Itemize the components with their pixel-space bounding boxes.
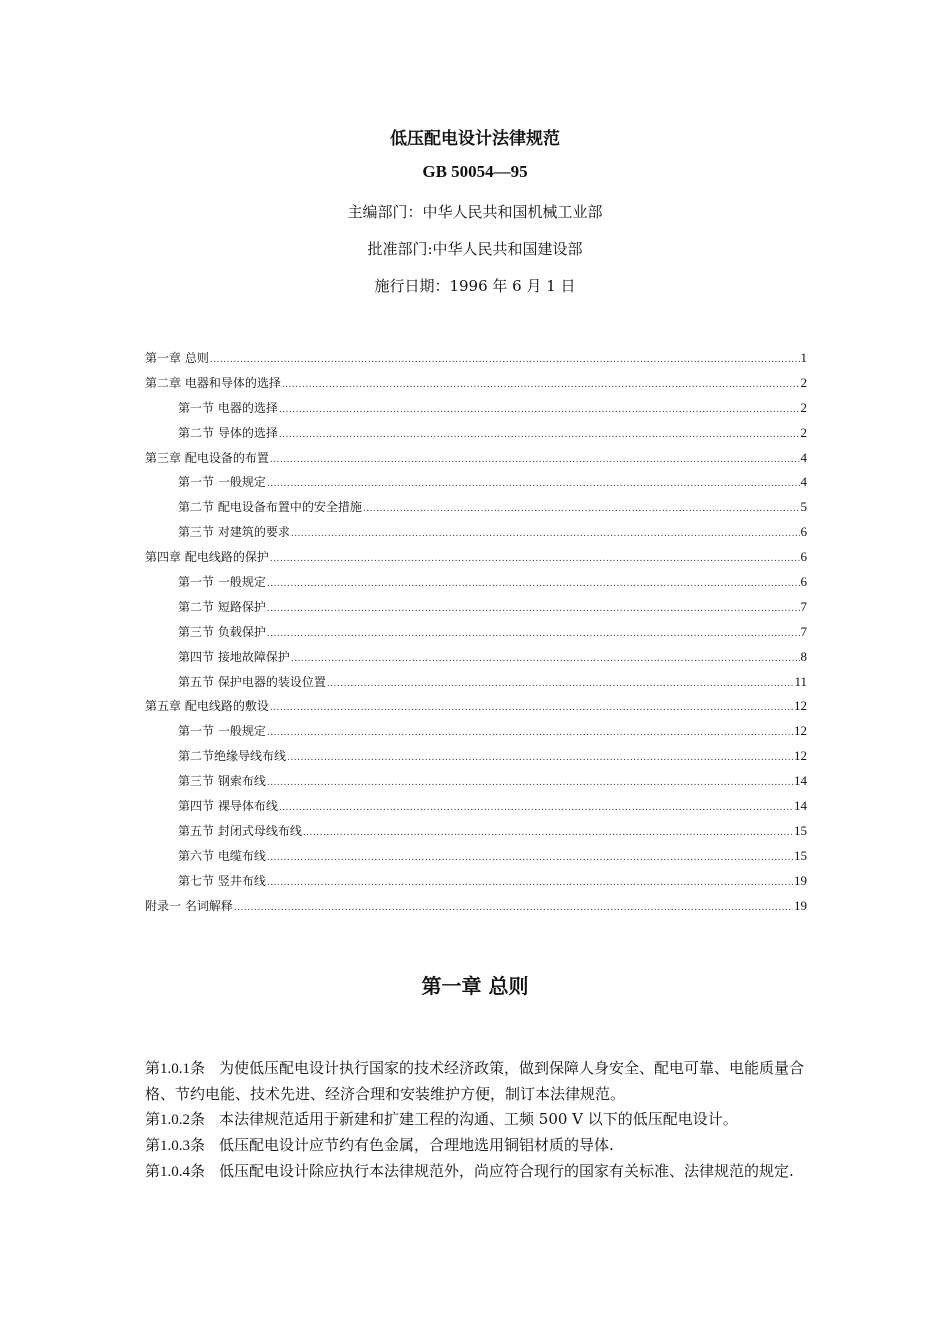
toc-entry[interactable] (145, 523, 807, 548)
toc-leader-dots (279, 405, 800, 415)
standard-code: GB 50054—95 (422, 162, 528, 181)
clause-number: 第1.0.4条 (145, 1164, 206, 1180)
document-title: 低压配电设计法律规范 (390, 129, 560, 149)
toc-entry-page: 6 (800, 574, 807, 590)
clause-text: 低压配电设计应节约有色金属，合理地选用铜铝材质的导体. (219, 1136, 614, 1154)
toc-leader-dots (279, 803, 793, 813)
clause-text: 本法律规范适用于新建和扩建工程的沟通、工频 500 V 以下的低压配电设计。 (219, 1110, 738, 1128)
toc-entry[interactable] (145, 598, 807, 623)
toc-leader-dots (282, 380, 800, 390)
chapter-body (145, 1056, 805, 1185)
toc-leader-dots (279, 430, 800, 440)
toc-leader-dots (234, 903, 793, 913)
toc-leader-dots (210, 355, 800, 365)
clause-text: 为使低压配电设计执行国家的技术经济政策，做到保障人身安全、配电可靠、电能质量合格、节约电能、技术先进、经济合理和安装维护方便，制订本法律规范。 (145, 1059, 805, 1103)
toc-entry-page: 19 (794, 897, 807, 913)
toc-entry-page: 8 (800, 648, 807, 664)
toc-entry-label: 第一节 一般规定 (178, 724, 266, 739)
toc-entry[interactable] (145, 722, 807, 747)
toc-entry-label: 第二节 配电设备布置中的安全措施 (178, 500, 362, 515)
clause-number: 第1.0.3条 (145, 1138, 206, 1154)
toc-leader-dots (270, 455, 800, 465)
toc-leader-dots (267, 778, 793, 788)
toc-entry-label: 第五节 保护电器的装设位置 (178, 674, 326, 689)
toc-leader-dots (327, 679, 794, 689)
toc-entry[interactable] (145, 548, 807, 573)
toc-leader-dots (267, 629, 800, 639)
toc-entry[interactable] (145, 349, 807, 374)
toc-entry-page: 5 (800, 499, 807, 515)
toc-leader-dots (303, 828, 793, 838)
toc-entry[interactable] (145, 822, 807, 847)
toc-entry-page: 6 (800, 524, 807, 540)
toc-entry-label: 第一章 总则 (145, 351, 209, 365)
toc-entry[interactable] (145, 399, 807, 424)
toc-entry-label: 第七节 竖井布线 (178, 873, 266, 888)
toc-leader-dots (267, 479, 800, 489)
toc-entry-label: 第二节绝缘导线布线 (178, 749, 287, 764)
toc-entry-page: 12 (794, 748, 807, 764)
toc-entry-label: 第一节 电器的选择 (178, 400, 278, 415)
toc-entry-label: 第六节 电缆布线 (178, 848, 266, 863)
toc-entry-page: 12 (794, 723, 807, 739)
toc-entry[interactable] (145, 573, 807, 598)
toc-entry-label: 附录一 名词解释 (145, 898, 233, 913)
toc-entry[interactable] (145, 473, 807, 498)
toc-leader-dots (270, 554, 800, 564)
toc-entry[interactable] (145, 498, 807, 523)
toc-entry[interactable] (145, 673, 807, 698)
toc-entry-label: 第三章 配电设备的布置 (145, 450, 269, 465)
clause (145, 1133, 805, 1159)
toc-entry-page: 4 (800, 449, 807, 465)
toc-entry-label: 第四节 裸导体布线 (178, 799, 278, 814)
toc-entry-label: 第二节 导体的选择 (178, 425, 278, 440)
toc-leader-dots (287, 753, 793, 763)
toc-entry[interactable] (145, 697, 807, 722)
toc-entry-label: 第五章 配电线路的敷设 (145, 699, 269, 714)
chapter-heading: 第一章 总则 (421, 974, 529, 998)
toc-entry-label: 第五节 封闭式母线布线 (178, 823, 302, 838)
toc-entry-label: 第一节 一般规定 (178, 475, 266, 490)
toc-entry-page: 14 (794, 798, 807, 814)
toc-entry-label: 第一节 一般规定 (178, 575, 266, 590)
table-of-contents (145, 349, 807, 921)
clause-number: 第1.0.1条 (145, 1061, 206, 1077)
clause (145, 1056, 805, 1107)
toc-entry-page: 2 (800, 399, 807, 415)
toc-entry-label: 第四章 配电线路的保护 (145, 550, 269, 565)
toc-entry[interactable] (145, 648, 807, 673)
toc-entry-label: 第三节 钢索布线 (178, 774, 266, 789)
approver-dept: 批准部门:中华人民共和国建设部 (367, 240, 583, 258)
toc-entry[interactable] (145, 374, 807, 399)
clause (145, 1107, 805, 1133)
toc-entry-page: 14 (794, 773, 807, 789)
toc-entry-page: 4 (800, 474, 807, 490)
toc-entry-page: 12 (794, 698, 807, 714)
toc-entry-page: 2 (800, 424, 807, 440)
toc-leader-dots (270, 703, 793, 713)
toc-entry-page: 6 (800, 549, 807, 565)
toc-entry[interactable] (145, 747, 807, 772)
toc-entry-page: 2 (800, 374, 807, 390)
toc-entry[interactable] (145, 797, 807, 822)
toc-entry-label: 第二节 短路保护 (178, 599, 266, 614)
toc-entry-page: 15 (794, 822, 807, 838)
toc-entry-page: 11 (794, 673, 807, 689)
toc-leader-dots (291, 529, 800, 539)
toc-leader-dots (291, 654, 800, 664)
clause-text: 低压配电设计除应执行本法律规范外，尚应符合现行的国家有关标准、法律规范的规定. (219, 1162, 794, 1180)
toc-entry[interactable] (145, 872, 807, 897)
toc-leader-dots (363, 504, 800, 514)
effective-date: 施行日期：1996 年 6 月 1 日 (374, 277, 576, 295)
clause-number: 第1.0.2条 (145, 1112, 206, 1128)
toc-leader-dots (267, 604, 800, 614)
toc-leader-dots (267, 853, 793, 863)
toc-entry[interactable] (145, 449, 807, 474)
toc-entry-page: 7 (800, 623, 807, 639)
toc-entry-page: 1 (800, 350, 807, 365)
editor-dept: 主编部门：中华人民共和国机械工业部 (347, 203, 603, 221)
toc-leader-dots (267, 728, 793, 738)
toc-entry-page: 7 (800, 598, 807, 614)
toc-entry[interactable] (145, 424, 807, 449)
toc-entry[interactable] (145, 772, 807, 797)
toc-entry[interactable] (145, 847, 807, 872)
toc-entry-label: 第四节 接地故障保护 (178, 649, 290, 664)
toc-entry-page: 15 (794, 847, 807, 863)
toc-leader-dots (267, 579, 800, 589)
toc-leader-dots (267, 878, 793, 888)
clause (145, 1159, 805, 1185)
toc-entry-label: 第二章 电器和导体的选择 (145, 375, 281, 390)
toc-entry[interactable] (145, 623, 807, 648)
toc-entry-label: 第三节 对建筑的要求 (178, 525, 290, 540)
toc-entry-label: 第三节 负载保护 (178, 624, 266, 639)
toc-entry-page: 19 (794, 872, 807, 888)
toc-entry[interactable] (145, 897, 807, 922)
